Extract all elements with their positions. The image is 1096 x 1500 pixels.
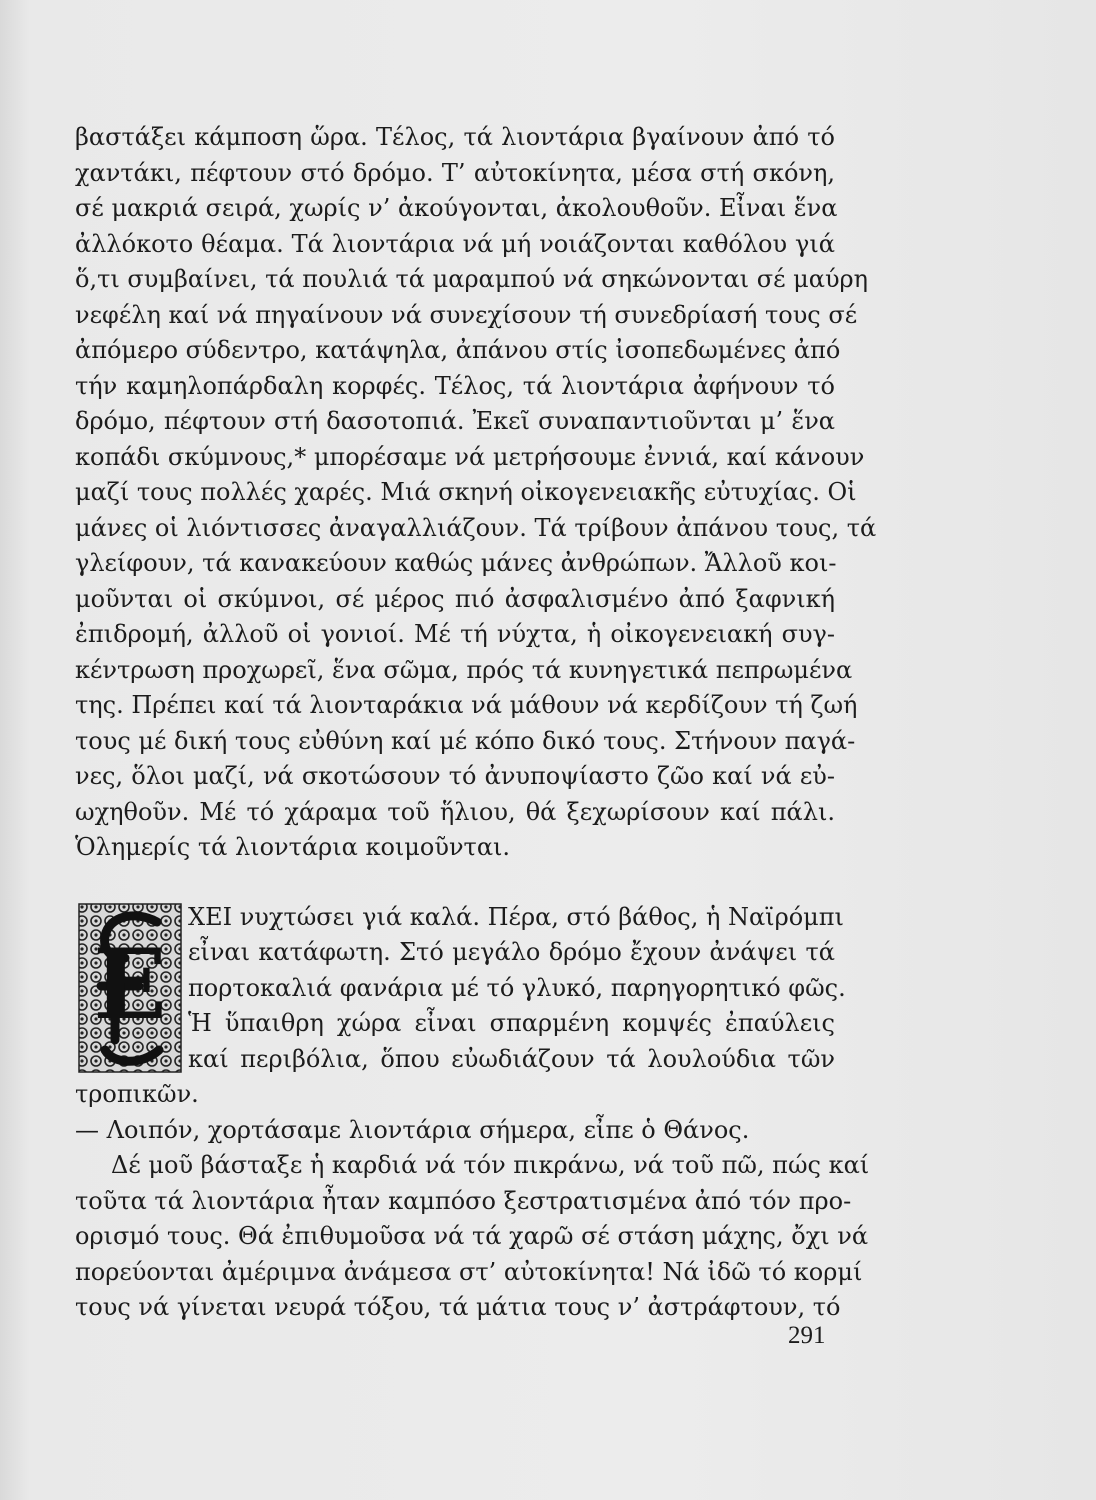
text-line: ὅ,τι συμβαίνει, τά πουλιά τά μαραμπού νά σηκώνονται σέ μαύρη [75, 265, 869, 293]
text-line: σέ μακριά σειρά, χωρίς ν’ ἀκούγονται, ἀκολουθοῦν. Εἶναι ἕνα [75, 194, 838, 222]
text-line: μάνες οἱ λιόντισσες ἀναγαλλιάζουν. Τά τρίβουν ἀπάνου τους, τά [75, 513, 877, 542]
text-line: ἀπόμερο σύδεντρο, κατάψηλα, ἀπάνου στίς ἰσοπεδωμένες ἀπό [75, 336, 841, 364]
text-line: εἶναι κατάφωτη. Στό μεγάλο δρόμο ἔχουν ἀνάψει τά [188, 938, 835, 966]
text-line: τους νά γίνεται νευρά τόξου, τά μάτια τους ν’ ἀστράφτουν, τό [75, 1293, 841, 1321]
text-line: καί περιβόλια, ὅπου εὐωδιάζουν τά λουλούδια τῶν [188, 1044, 835, 1073]
text-line: τοῦτα τά λιοντάρια ἦταν καμπόσο ξεστρατισμένα ἀπό τόν προ- [75, 1186, 852, 1215]
text-line: τροπικῶν. [75, 1080, 199, 1108]
text-line: δρόμο, πέφτουν στή δασοτοπιά. Ἐκεῖ συναπαντιοῦνται μ’ ἕνα [75, 407, 835, 435]
text-line: μοῦνται οἱ σκύμνοι, σέ μέρος πιό ἀσφαλισμένο ἀπό ξαφνική [75, 584, 835, 613]
text-line: Ὁλημερίς τά λιοντάρια κοιμοῦνται. [75, 833, 511, 861]
body-text [75, 120, 877, 1326]
text-line: χαντάκι, πέφτουν στό δρόμο. Τ’ αὐτοκίνητα, μέσα στή σκόνη, [75, 158, 835, 187]
text-line: ορισμό τους. Θά ἐπιθυμοῦσα νά τά χαρῶ σέ στάση μάχης, ὄχι νά [75, 1222, 869, 1250]
text-line: τήν καμηλοπάρδαλη κορφές. Τέλος, τά λιοντάρια ἀφήνουν τό [75, 371, 835, 400]
text-line: μαζί τους πολλές χαρές. Μιά σκηνή οἰκογενειακῆς εὐτυχίας. Οἱ [75, 478, 857, 506]
text-line: κέντρωση προχωρεῖ, ἕνα σῶμα, πρός τά κυνηγετικά πεπρωμένα [75, 655, 853, 684]
paragraph-2 [75, 900, 846, 1113]
ornamental-drop-cap [75, 900, 185, 1075]
text-line: ἀλλόκοτο θέαμα. Τά λιοντάρια νά μή νοιάζονται καθόλου γιά [75, 229, 835, 258]
text-line: Δέ μοῦ βάσταξε ἡ καρδιά νά τόν πικράνω, νά τοῦ πῶ, πώς καί [111, 1151, 870, 1179]
drop-cap-letter: Ε [93, 927, 167, 1041]
text-line: πορτοκαλιά φανάρια μέ τό γλυκό, παρηγορητικό φῶς. [188, 973, 846, 1002]
text-line: τους μέ δική τους εὐθύνη καί μέ κόπο δικό τους. Στήνουν παγά- [75, 726, 856, 755]
text-line: γλείφουν, τά κανακεύουν καθώς μάνες ἀνθρώπων. Ἄλλοῦ κοι- [75, 549, 837, 577]
page-number: 291 [788, 1322, 826, 1349]
text-line: της. Πρέπει καί τά λιονταράκια νά μάθουν νά κερδίζουν τή ζωή [75, 691, 858, 719]
text-line: βαστάξει κάμποση ὥρα. Τέλος, τά λιοντάρια βγαίνουν ἀπό τό [75, 123, 835, 151]
dialogue-line: — Λοιπόν, χορτάσαμε λιοντάρια σήμερα, εἶπε ὁ Θάνος. [75, 1115, 750, 1144]
text-line: νεφέλη καί νά πηγαίνουν νά συνεχίσουν τή συνεδρίασή τους σέ [75, 300, 858, 329]
paragraph-1 [75, 120, 877, 866]
text-line: ΧΕΙ νυχτώσει γιά καλά. Πέρα, στό βάθος, ἡ Ναϊρόμπι [188, 902, 844, 931]
text-line: κοπάδι σκύμνους,* μπορέσαμε νά μετρήσουμε ἐννιά, καί κάνουν [75, 442, 865, 471]
paragraph-3 [75, 1148, 870, 1326]
text-line: νες, ὅλοι μαζί, νά σκοτώσουν τό ἀνυποψίαστο ζῶο καί νά εὐ- [75, 762, 835, 790]
text-line: ωχηθοῦν. Μέ τό χάραμα τοῦ ἥλιου, θά ξεχωρίσουν καί πάλι. [75, 797, 835, 826]
text-line: Ἡ ὕπαιθρη χώρα εἶναι σπαρμένη κομψές ἐπαύλεις [188, 1009, 835, 1037]
text-line: ἐπιδρομή, ἀλλοῦ οἱ γονιοί. Μέ τή νύχτα, ἡ οἰκογενειακή συγ- [75, 620, 835, 648]
text-line: πορεύονται ἀμέριμνα ἀνάμεσα στ’ αὐτοκίνητα! Νά ἰδῶ τό κορμί [75, 1257, 863, 1286]
